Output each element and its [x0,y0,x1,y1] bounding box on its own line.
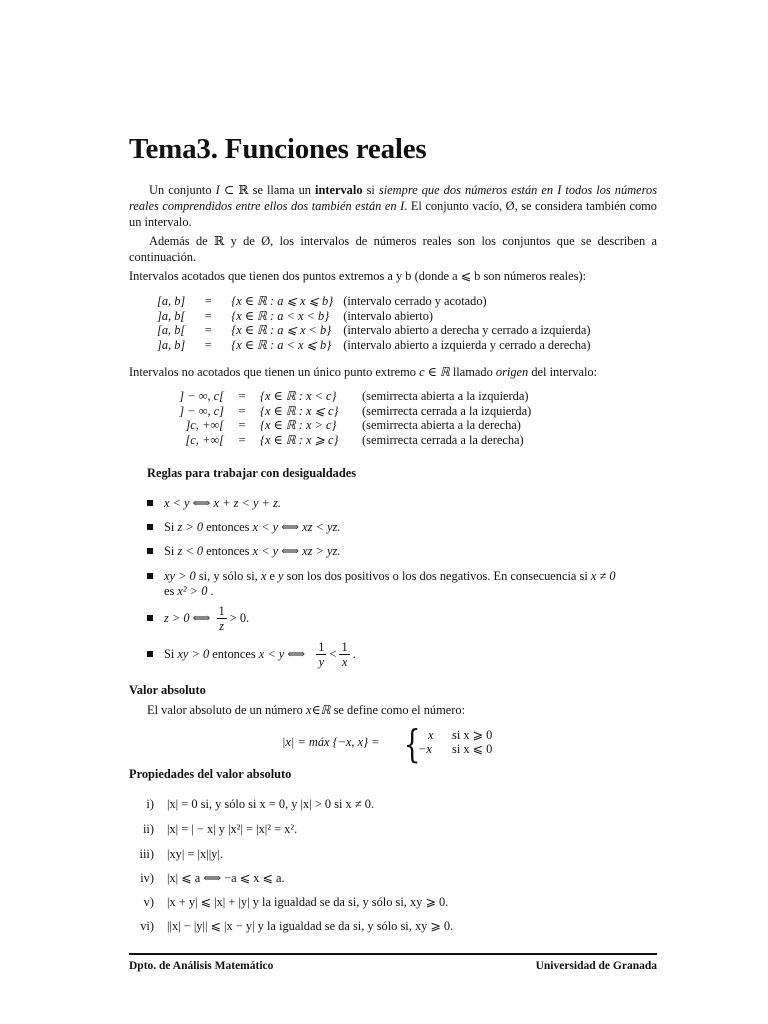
text-span: El valor absoluto de un número [147,703,306,717]
math-span: xy > 0 [177,647,210,661]
interval-notation: ] − ∞, c] [179,403,224,418]
text-span: se define como el número: [330,703,466,717]
interval-description: (semirrecta cerrada a la derecha) [362,432,524,447]
property-text: |xy| = |x||y|. [167,847,223,861]
text-span: es [164,584,178,598]
text-span: entonces [203,544,253,558]
interval-set: {x ∈ ℝ : x ⩽ c} [260,403,339,418]
interval-description: (semirrecta abierta a la derecha) [362,418,521,432]
interval-set: {x ∈ ℝ : a ⩽ x < b} [231,323,332,337]
math-span: z < 0 [177,544,204,558]
equals-sign: = [204,308,212,323]
property-text: |x| = 0 si, y sólo si x = 0, y |x| > 0 si x ≠ 0. [167,797,375,811]
fraction-numerator: 1 [218,603,225,618]
property-text: |x| = | − x| y |x²| = |x|² = x². [167,822,298,836]
math-span: x < y ⟺ [258,647,306,661]
property-label: v) [143,895,154,909]
property-label: iii) [139,847,154,861]
bounded-intervals-table [157,294,643,352]
equals-sign: = [204,337,212,352]
footer-left: Dpto. de Análisis Matemático [129,960,274,972]
fraction-numerator: 1 [341,639,348,654]
text-span: Si [164,647,178,661]
property-text: ||x| − |y|| ⩽ |x − y| y la igualdad se da si, y sólo si, xy ⩾ 0. [167,919,454,933]
text-span: Si [164,520,178,534]
rule-item [147,495,281,511]
left-brace-icon: { [403,722,421,766]
fraction-denominator: y [318,654,325,669]
text-span: e [266,569,279,583]
math-span: z > 0 ⟺ [164,611,211,625]
interval-row [174,404,592,419]
bullet-icon [147,651,153,657]
bold-term: intervalo [315,183,363,197]
text-span: si [362,183,379,197]
math-span: z > 0 [177,520,204,534]
math-span: x∈ℝ [305,703,331,717]
property-text: |x| ⩽ a ⟺ −a ⩽ x ⩽ a. [167,871,285,885]
abs-case-1-condition: si x ⩾ 0 [452,728,493,742]
text-span: del intervalo: [528,365,598,379]
math-span: x < y ⟺ xz < yz. [252,520,341,534]
interval-description: (semirrecta cerrada a la izquierda) [362,403,532,418]
properties-heading: Propiedades del valor absoluto [129,767,292,781]
equals-sign: = [238,403,246,418]
text-span: Intervalos no acotados que tienen un único punto extremo [129,365,420,379]
math-span: ⊂ ℝ [219,183,249,197]
interval-set: {x ∈ ℝ : x < c} [260,389,337,403]
fraction [339,640,349,669]
interval-notation: ]a, b] [157,337,186,352]
bullet-icon [147,548,153,554]
interval-row [174,433,592,448]
math-var: x [260,569,267,583]
math-span: x² > 0 [177,584,208,598]
property-label: iv) [140,871,154,885]
text-span: son los dos positivos o los dos negativos. En consecuencia si [283,569,591,583]
footer-rule [129,953,657,955]
abs-heading: Valor absoluto [129,683,206,697]
interval-description: (intervalo abierto a izquierda y cerrado a derecha) [343,337,591,352]
interval-row [157,309,643,324]
abs-formula-lhs: |x| = máx {−x, x} = [282,735,380,749]
equals-sign: = [204,323,212,337]
abs-case-2-condition: si x ⩽ 0 [452,742,493,756]
interval-row [157,323,643,338]
fraction [217,604,227,633]
math-var: I [215,183,220,197]
interval-notation: [a, b] [157,294,186,308]
footer-right: Universidad de Granada [535,960,657,972]
math-var: I [557,183,562,197]
rule-item [147,543,340,559]
interval-description: (intervalo abierto a derecha y cerrado a izquierda) [343,323,591,337]
text-span: se llama un [248,183,316,197]
interval-set: {x ∈ ℝ : x ⩾ c} [260,432,339,447]
interval-row [157,338,643,353]
text-span: entonces [203,520,253,534]
equals-sign: = [204,294,212,308]
rule-item [147,568,616,584]
text-span: Si [164,544,178,558]
interval-description: (intervalo abierto) [343,308,434,323]
fraction-denominator: z [219,618,225,633]
math-span: xy > 0 [164,569,196,583]
math-span: < [329,647,337,661]
math-span: > 0. [229,611,250,625]
interval-set: {x ∈ ℝ : a < x < b} [231,308,330,323]
abs-definition [147,702,465,718]
equals-sign: = [238,432,246,447]
interval-notation: ]c, +∞[ [185,418,224,432]
math-var: I [400,199,405,213]
fraction-denominator: x [341,654,348,669]
unbounded-intro [129,364,657,380]
interval-set: {x ∈ ℝ : x > c} [260,418,337,432]
italic-span: origen [495,365,529,379]
rule-item [147,638,356,670]
page-title: Tema3. Funciones reales [129,133,427,165]
abs-case-2-value: −x [418,742,432,756]
intro-paragraph-1 [129,182,657,230]
interval-notation: [c, +∞[ [185,432,224,447]
interval-set: {x ∈ ℝ : a ⩽ x ⩽ b} [231,294,334,308]
intro-paragraph-3: Intervalos acotados que tienen dos puntos extremos a y b (donde a ⩽ b son números reales): [129,269,587,283]
abs-case-1-value: x [428,728,434,742]
rule-item [147,519,340,535]
interval-row [157,294,643,309]
text-span: . El conjunto vacío, Ø, se considera también como un intervalo. [129,199,657,229]
italic-span: siempre que dos números están en [378,183,558,197]
math-span: x < y ⟺ xz > yz. [252,544,341,558]
bullet-icon [147,573,153,579]
equals-sign: = [238,418,246,432]
rule-item [147,602,249,634]
text-span: Un conjunto [149,183,216,197]
bullet-icon [147,615,153,621]
rules-heading: Reglas para trabajar con desigualdades [147,466,357,480]
unbounded-intervals-table [174,389,592,447]
interval-description: (intervalo cerrado y acotado) [343,294,487,308]
fraction-numerator: 1 [318,639,325,654]
property-label: ii) [142,822,154,836]
interval-row [174,389,592,404]
property-label: vi) [140,919,154,933]
math-span: . [352,647,356,661]
fraction [316,640,326,669]
interval-notation: ]a, b[ [157,308,186,323]
property-label: i) [146,797,154,811]
interval-notation: ] − ∞, c[ [179,389,224,403]
interval-description: (semirrecta abierta a la izquierda) [362,389,529,403]
rule-text: x < y ⟺ x + z < y + z. [164,496,281,510]
text-span: entonces [209,647,259,661]
interval-notation: [a, b[ [157,323,186,337]
italic-span: todos los números reales comprendidos entre ellos dos también están en [129,183,658,213]
property-text: |x + y| ⩽ |x| + |y| y la igualdad se da si, y sólo si, xy ⩾ 0. [167,895,449,909]
interval-row [174,418,592,433]
intro-paragraph-2: Además de ℝ y de Ø, los intervalos de números reales son los conjuntos que se describen a continuación. [129,234,657,264]
math-span: x ≠ 0 [590,569,616,583]
math-var: y [278,569,284,583]
text-span: llamado [449,365,496,379]
text-span: . [207,584,214,598]
interval-set: {x ∈ ℝ : a < x ⩽ b} [231,337,332,352]
text-span: si, y sólo si, [195,569,261,583]
equals-sign: = [238,389,246,403]
bullet-icon [147,500,153,506]
math-span: c ∈ ℝ [419,365,450,379]
bullet-icon [147,524,153,530]
rule-item-continuation [164,583,214,599]
